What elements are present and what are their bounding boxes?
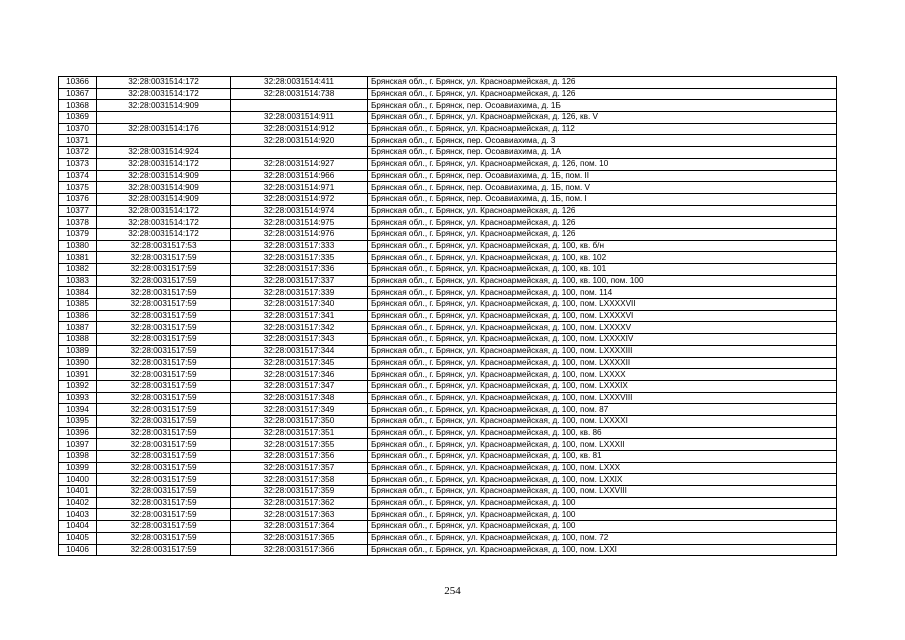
row-number-cell: 10402 (59, 497, 97, 509)
address-cell: Брянская обл., г. Брянск, ул. Красноармейская, д. 126, кв. V (368, 112, 837, 124)
cadastral-number-cell: 32:28:0031517:346 (231, 369, 368, 381)
address-cell: Брянская обл., г. Брянск, ул. Красноармейская, д. 100, пом. LXXXXI (368, 415, 837, 427)
address-cell: Брянская обл., г. Брянск, ул. Красноармейская, д. 100, пом. LXXXXIII (368, 345, 837, 357)
parent-cadastral-number-cell: 32:28:0031517:59 (97, 310, 231, 322)
address-cell: Брянская обл., г. Брянск, пер. Осоавиахима, д. 1Б, пом. II (368, 170, 837, 182)
row-number-cell: 10370 (59, 123, 97, 135)
parent-cadastral-number-cell: 32:28:0031517:59 (97, 521, 231, 533)
cadastral-number-cell: 32:28:0031514:927 (231, 158, 368, 170)
table-row (59, 287, 837, 299)
cadastral-number-cell: 32:28:0031517:333 (231, 240, 368, 252)
cadastral-number-cell: 32:28:0031517:351 (231, 427, 368, 439)
table-row (59, 252, 837, 264)
cadastral-number-cell: 32:28:0031514:920 (231, 135, 368, 147)
parent-cadastral-number-cell: 32:28:0031514:172 (97, 205, 231, 217)
row-number-cell: 10366 (59, 77, 97, 89)
row-number-cell: 10387 (59, 322, 97, 334)
row-number-cell: 10367 (59, 88, 97, 100)
parent-cadastral-number-cell: 32:28:0031514:172 (97, 88, 231, 100)
parent-cadastral-number-cell: 32:28:0031517:59 (97, 380, 231, 392)
table-row (59, 380, 837, 392)
table-row (59, 228, 837, 240)
parent-cadastral-number-cell: 32:28:0031517:59 (97, 299, 231, 311)
row-number-cell: 10392 (59, 380, 97, 392)
address-cell: Брянская обл., г. Брянск, ул. Красноармейская, д. 100, пом. LXXXXII (368, 357, 837, 369)
cadastral-number-cell: 32:28:0031517:356 (231, 451, 368, 463)
address-cell: Брянская обл., г. Брянск, ул. Красноармейская, д. 100 (368, 521, 837, 533)
address-cell: Брянская обл., г. Брянск, ул. Красноармейская, д. 100, пом. LXXXXVI (368, 310, 837, 322)
row-number-cell: 10403 (59, 509, 97, 521)
address-cell: Брянская обл., г. Брянск, ул. Красноармейская, д. 100, пом. LXXIX (368, 474, 837, 486)
table-row (59, 462, 837, 474)
parent-cadastral-number-cell: 32:28:0031517:59 (97, 462, 231, 474)
table-row (59, 310, 837, 322)
address-cell: Брянская обл., г. Брянск, ул. Красноармейская, д. 100, пом. LXXXX (368, 369, 837, 381)
table-row (59, 193, 837, 205)
parent-cadastral-number-cell: 32:28:0031517:59 (97, 532, 231, 544)
row-number-cell: 10405 (59, 532, 97, 544)
table-row (59, 451, 837, 463)
row-number-cell: 10394 (59, 404, 97, 416)
cadastral-number-cell: 32:28:0031517:357 (231, 462, 368, 474)
row-number-cell: 10397 (59, 439, 97, 451)
cadastral-number-cell: 32:28:0031514:975 (231, 217, 368, 229)
cadastral-number-cell: 32:28:0031514:972 (231, 193, 368, 205)
address-cell: Брянская обл., г. Брянск, ул. Красноармейская, д. 126 (368, 88, 837, 100)
cadastral-number-cell: 32:28:0031517:343 (231, 334, 368, 346)
address-cell: Брянская обл., г. Брянск, ул. Красноармейская, д. 126 (368, 228, 837, 240)
row-number-cell: 10369 (59, 112, 97, 124)
table-row (59, 322, 837, 334)
cadastral-number-cell: 32:28:0031517:337 (231, 275, 368, 287)
cadastral-number-cell: 32:28:0031517:355 (231, 439, 368, 451)
parent-cadastral-number-cell: 32:28:0031517:59 (97, 497, 231, 509)
parent-cadastral-number-cell: 32:28:0031517:59 (97, 275, 231, 287)
parent-cadastral-number-cell: 32:28:0031514:924 (97, 147, 231, 159)
table-row (59, 100, 837, 112)
parent-cadastral-number-cell: 32:28:0031517:59 (97, 544, 231, 556)
address-cell: Брянская обл., г. Брянск, ул. Красноармейская, д. 112 (368, 123, 837, 135)
row-number-cell: 10381 (59, 252, 97, 264)
table-row (59, 135, 837, 147)
table-row (59, 345, 837, 357)
page-number: 254 (444, 585, 461, 597)
parent-cadastral-number-cell: 32:28:0031517:59 (97, 474, 231, 486)
row-number-cell: 10385 (59, 299, 97, 311)
table-row (59, 392, 837, 404)
address-cell: Брянская обл., г. Брянск, ул. Красноармейская, д. 100, пом. 87 (368, 404, 837, 416)
cadastral-number-cell: 32:28:0031517:342 (231, 322, 368, 334)
cadastral-number-cell: 32:28:0031514:912 (231, 123, 368, 135)
parent-cadastral-number-cell: 32:28:0031517:59 (97, 369, 231, 381)
table-row (59, 497, 837, 509)
row-number-cell: 10368 (59, 100, 97, 112)
cadastral-number-cell: 32:28:0031514:966 (231, 170, 368, 182)
cadastral-number-cell: 32:28:0031517:359 (231, 486, 368, 498)
parent-cadastral-number-cell: 32:28:0031517:59 (97, 287, 231, 299)
row-number-cell: 10386 (59, 310, 97, 322)
address-cell: Брянская обл., г. Брянск, ул. Красноармейская, д. 100, кв. 102 (368, 252, 837, 264)
cadastral-number-cell: 32:28:0031517:363 (231, 509, 368, 521)
table-row (59, 77, 837, 89)
address-cell: Брянская обл., г. Брянск, ул. Красноармейская, д. 100, пом. LXXXIX (368, 380, 837, 392)
cadastral-table (58, 76, 837, 556)
cadastral-number-cell: 32:28:0031514:911 (231, 112, 368, 124)
address-cell: Брянская обл., г. Брянск, ул. Красноармейская, д. 100, пом. LXXXII (368, 439, 837, 451)
row-number-cell: 10400 (59, 474, 97, 486)
table-row (59, 182, 837, 194)
address-cell: Брянская обл., г. Брянск, ул. Красноармейская, д. 100, кв. 86 (368, 427, 837, 439)
table-row (59, 439, 837, 451)
cadastral-number-cell: 32:28:0031517:341 (231, 310, 368, 322)
row-number-cell: 10374 (59, 170, 97, 182)
row-number-cell: 10372 (59, 147, 97, 159)
row-number-cell: 10399 (59, 462, 97, 474)
table-row (59, 369, 837, 381)
address-cell: Брянская обл., г. Брянск, ул. Красноармейская, д. 100, пом. LXXXVIII (368, 392, 837, 404)
parent-cadastral-number-cell (97, 112, 231, 124)
table-row (59, 275, 837, 287)
table-row (59, 240, 837, 252)
row-number-cell: 10377 (59, 205, 97, 217)
parent-cadastral-number-cell: 32:28:0031514:909 (97, 170, 231, 182)
table-row (59, 123, 837, 135)
row-number-cell: 10382 (59, 264, 97, 276)
table-row (59, 544, 837, 556)
parent-cadastral-number-cell: 32:28:0031517:59 (97, 404, 231, 416)
parent-cadastral-number-cell: 32:28:0031517:53 (97, 240, 231, 252)
parent-cadastral-number-cell: 32:28:0031514:172 (97, 77, 231, 89)
table-row (59, 427, 837, 439)
cadastral-number-cell: 32:28:0031517:335 (231, 252, 368, 264)
address-cell: Брянская обл., г. Брянск, пер. Осоавиахима, д. 1А (368, 147, 837, 159)
parent-cadastral-number-cell: 32:28:0031517:59 (97, 357, 231, 369)
row-number-cell: 10395 (59, 415, 97, 427)
cadastral-number-cell (231, 147, 368, 159)
row-number-cell: 10375 (59, 182, 97, 194)
table-row (59, 88, 837, 100)
address-cell: Брянская обл., г. Брянск, ул. Красноармейская, д. 100 (368, 497, 837, 509)
cadastral-number-cell: 32:28:0031517:347 (231, 380, 368, 392)
row-number-cell: 10384 (59, 287, 97, 299)
address-cell: Брянская обл., г. Брянск, ул. Красноармейская, д. 126 (368, 77, 837, 89)
address-cell: Брянская обл., г. Брянск, пер. Осоавиахима, д. 1Б (368, 100, 837, 112)
row-number-cell: 10380 (59, 240, 97, 252)
address-cell: Брянская обл., г. Брянск, ул. Красноармейская, д. 126 (368, 217, 837, 229)
address-cell: Брянская обл., г. Брянск, ул. Красноармейская, д. 126 (368, 205, 837, 217)
cadastral-number-cell: 32:28:0031517:348 (231, 392, 368, 404)
cadastral-number-cell: 32:28:0031517:358 (231, 474, 368, 486)
table-row (59, 334, 837, 346)
row-number-cell: 10373 (59, 158, 97, 170)
table-row (59, 521, 837, 533)
row-number-cell: 10398 (59, 451, 97, 463)
address-cell: Брянская обл., г. Брянск, пер. Осоавиахима, д. 1Б, пом. I (368, 193, 837, 205)
address-cell: Брянская обл., г. Брянск, ул. Красноармейская, д. 100, пом. 114 (368, 287, 837, 299)
parent-cadastral-number-cell: 32:28:0031517:59 (97, 345, 231, 357)
table-row (59, 509, 837, 521)
table-row (59, 158, 837, 170)
parent-cadastral-number-cell: 32:28:0031514:172 (97, 158, 231, 170)
cadastral-number-cell: 32:28:0031517:350 (231, 415, 368, 427)
address-cell: Брянская обл., г. Брянск, ул. Красноармейская, д. 100, пом. LXXXXIV (368, 334, 837, 346)
parent-cadastral-number-cell: 32:28:0031517:59 (97, 322, 231, 334)
table-row (59, 205, 837, 217)
parent-cadastral-number-cell: 32:28:0031517:59 (97, 252, 231, 264)
table-row (59, 264, 837, 276)
row-number-cell: 10388 (59, 334, 97, 346)
parent-cadastral-number-cell: 32:28:0031514:909 (97, 193, 231, 205)
row-number-cell: 10393 (59, 392, 97, 404)
cadastral-number-cell: 32:28:0031514:976 (231, 228, 368, 240)
address-cell: Брянская обл., г. Брянск, ул. Красноармейская, д. 100, пом. LXXI (368, 544, 837, 556)
parent-cadastral-number-cell: 32:28:0031514:909 (97, 100, 231, 112)
cadastral-number-cell: 32:28:0031517:336 (231, 264, 368, 276)
parent-cadastral-number-cell: 32:28:0031514:172 (97, 228, 231, 240)
table-row (59, 147, 837, 159)
row-number-cell: 10390 (59, 357, 97, 369)
row-number-cell: 10383 (59, 275, 97, 287)
cadastral-number-cell: 32:28:0031517:345 (231, 357, 368, 369)
address-cell: Брянская обл., г. Брянск, ул. Красноармейская, д. 100, кв. 101 (368, 264, 837, 276)
row-number-cell: 10376 (59, 193, 97, 205)
address-cell: Брянская обл., г. Брянск, ул. Красноармейская, д. 100, кв. 100, пом. 100 (368, 275, 837, 287)
parent-cadastral-number-cell: 32:28:0031517:59 (97, 415, 231, 427)
cadastral-number-cell: 32:28:0031517:344 (231, 345, 368, 357)
cadastral-number-cell (231, 100, 368, 112)
cadastral-number-cell: 32:28:0031517:362 (231, 497, 368, 509)
table-row (59, 217, 837, 229)
table-row (59, 486, 837, 498)
cadastral-number-cell: 32:28:0031514:738 (231, 88, 368, 100)
address-cell: Брянская обл., г. Брянск, ул. Красноармейская, д. 100, кв. б/н (368, 240, 837, 252)
table-row (59, 170, 837, 182)
parent-cadastral-number-cell: 32:28:0031517:59 (97, 509, 231, 521)
parent-cadastral-number-cell: 32:28:0031514:172 (97, 217, 231, 229)
address-cell: Брянская обл., г. Брянск, ул. Красноармейская, д. 100 (368, 509, 837, 521)
address-cell: Брянская обл., г. Брянск, ул. Красноармейская, д. 100, пом. LXXXXVII (368, 299, 837, 311)
table-row (59, 532, 837, 544)
parent-cadastral-number-cell: 32:28:0031517:59 (97, 427, 231, 439)
cadastral-number-cell: 32:28:0031517:349 (231, 404, 368, 416)
cadastral-number-cell: 32:28:0031517:366 (231, 544, 368, 556)
table-row (59, 357, 837, 369)
row-number-cell: 10401 (59, 486, 97, 498)
table-body (59, 77, 837, 556)
parent-cadastral-number-cell: 32:28:0031517:59 (97, 439, 231, 451)
table-row (59, 299, 837, 311)
parent-cadastral-number-cell: 32:28:0031514:909 (97, 182, 231, 194)
cadastral-number-cell: 32:28:0031514:974 (231, 205, 368, 217)
cadastral-number-cell: 32:28:0031517:365 (231, 532, 368, 544)
address-cell: Брянская обл., г. Брянск, ул. Красноармейская, д. 100, кв. 81 (368, 451, 837, 463)
parent-cadastral-number-cell: 32:28:0031514:176 (97, 123, 231, 135)
row-number-cell: 10396 (59, 427, 97, 439)
cadastral-number-cell: 32:28:0031514:971 (231, 182, 368, 194)
row-number-cell: 10406 (59, 544, 97, 556)
address-cell: Брянская обл., г. Брянск, ул. Красноармейская, д. 100, пом. 72 (368, 532, 837, 544)
cadastral-number-cell: 32:28:0031517:364 (231, 521, 368, 533)
cadastral-number-cell: 32:28:0031517:340 (231, 299, 368, 311)
row-number-cell: 10404 (59, 521, 97, 533)
address-cell: Брянская обл., г. Брянск, пер. Осоавиахима, д. 1Б, пом. V (368, 182, 837, 194)
row-number-cell: 10379 (59, 228, 97, 240)
address-cell: Брянская обл., г. Брянск, пер. Осоавиахима, д. 3 (368, 135, 837, 147)
parent-cadastral-number-cell (97, 135, 231, 147)
table-row (59, 474, 837, 486)
cadastral-number-cell: 32:28:0031514:411 (231, 77, 368, 89)
parent-cadastral-number-cell: 32:28:0031517:59 (97, 486, 231, 498)
row-number-cell: 10371 (59, 135, 97, 147)
parent-cadastral-number-cell: 32:28:0031517:59 (97, 392, 231, 404)
row-number-cell: 10391 (59, 369, 97, 381)
parent-cadastral-number-cell: 32:28:0031517:59 (97, 334, 231, 346)
address-cell: Брянская обл., г. Брянск, ул. Красноармейская, д. 100, пом. LXXXXV (368, 322, 837, 334)
address-cell: Брянская обл., г. Брянск, ул. Красноармейская, д. 100, пом. LXXX (368, 462, 837, 474)
cadastral-number-cell: 32:28:0031517:339 (231, 287, 368, 299)
address-cell: Брянская обл., г. Брянск, ул. Красноармейская, д. 100, пом. LXXVIII (368, 486, 837, 498)
row-number-cell: 10378 (59, 217, 97, 229)
table-row (59, 112, 837, 124)
table-row (59, 415, 837, 427)
address-cell: Брянская обл., г. Брянск, ул. Красноармейская, д. 126, пом. 10 (368, 158, 837, 170)
parent-cadastral-number-cell: 32:28:0031517:59 (97, 451, 231, 463)
row-number-cell: 10389 (59, 345, 97, 357)
table-row (59, 404, 837, 416)
parent-cadastral-number-cell: 32:28:0031517:59 (97, 264, 231, 276)
